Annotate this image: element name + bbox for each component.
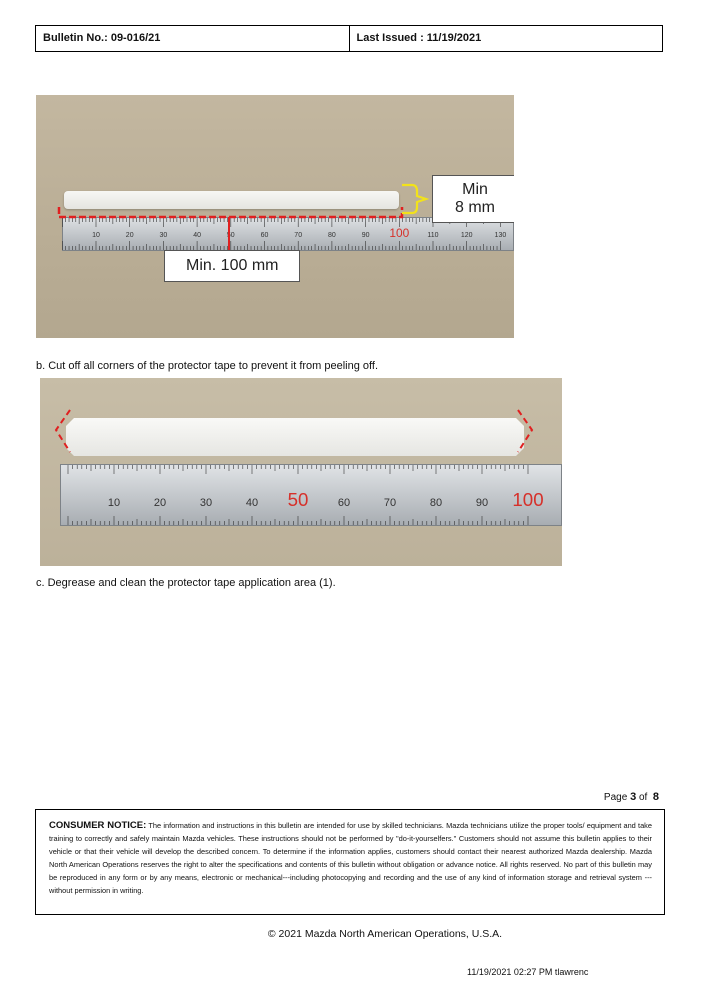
min-width-callout — [432, 175, 514, 223]
corner-cut-mark-right — [518, 410, 532, 452]
ruler-label: 10 — [92, 232, 100, 239]
ruler-label: 120 — [460, 232, 473, 239]
step-c-text: c. Degrease and clean the protector tape application area (1). — [36, 577, 336, 589]
ruler-label: 80 — [328, 232, 336, 239]
ruler-label: 130 — [494, 232, 507, 239]
length-bracket — [59, 207, 402, 217]
tape-corner-cut-photo — [40, 378, 562, 566]
consumer-notice-title: CONSUMER NOTICE: — [49, 820, 147, 831]
page-prefix: Page — [603, 792, 628, 803]
min-width-callout-line2: 8 mm — [455, 199, 495, 216]
ruler-label: 60 — [260, 232, 269, 239]
ruler-label: 40 — [193, 232, 201, 239]
ruler-label: 40 — [245, 497, 259, 509]
ruler-label: 20 — [125, 232, 134, 239]
page-total: 8 — [652, 791, 659, 803]
ruler-label: 100 — [389, 226, 410, 240]
ruler-labels — [92, 226, 506, 240]
consumer-notice — [35, 809, 665, 915]
page-current: 3 — [630, 791, 637, 803]
print-stamp: 11/19/2021 02:27 PM tlawrenc — [467, 967, 589, 977]
ruler-label: 50 — [226, 232, 235, 239]
ruler-label: 70 — [383, 497, 397, 509]
ruler-label: 60 — [337, 497, 351, 509]
tape-measurement-photo — [36, 95, 514, 338]
ruler-label: 80 — [429, 497, 443, 509]
corner-cut-mark-left — [56, 410, 70, 452]
consumer-notice-body: The information and instructions in this bulletin are intended for use by skilled technicians. Mazda technicians utilize the proper tools/ equipment and take training to correctly and safely maintain Mazda vehicles. These instructions should not be performed by "do-it-yourselfers." Customers should not assume this bulletin applies to their vehicle or that their vehicle will develop the described concern. To determine if the information applies, customers should contact their nearest authorized Mazda dealership. Mazda North American Operations reserves the right to alter the specifications and contents of this bulletin without obligation or advance notice. All rights reserved. No part of this bulletin may be reproduced in any form or by any means, electronic or mechanical---including photocopying and recording and the use of any kind of information storage and retrieval system ---without permission in writing. — [49, 821, 652, 895]
width-bracket — [402, 185, 426, 213]
ruler-markings-2 — [40, 378, 562, 566]
bulletin-header — [35, 25, 663, 52]
last-issued-date: Last Issued : 11/19/2021 — [349, 26, 663, 51]
ruler-label: 110 — [427, 232, 439, 239]
step-b-text: b. Cut off all corners of the protector tape to prevent it from peeling off. — [36, 360, 379, 372]
bulletin-number: Bulletin No.: 09-016/21 — [43, 32, 161, 44]
page-number — [604, 791, 659, 803]
ruler-label: 50 — [287, 489, 309, 510]
ruler-label: 30 — [159, 232, 168, 239]
ruler-label: 70 — [294, 232, 303, 239]
copyright: © 2021 Mazda North American Operations, U.S.A. — [267, 928, 503, 940]
ruler-label: 30 — [199, 497, 213, 509]
ruler-labels — [108, 489, 544, 510]
ruler-label: 20 — [153, 497, 167, 509]
ruler-label: 10 — [107, 497, 121, 509]
ruler-label: 100 — [512, 489, 544, 510]
min-width-callout-line1: Min — [462, 181, 488, 198]
page-of: of — [638, 792, 648, 803]
ruler-label: 90 — [361, 232, 370, 239]
min-length-callout: Min. 100 mm — [164, 250, 300, 282]
ruler-label: 90 — [475, 497, 489, 509]
